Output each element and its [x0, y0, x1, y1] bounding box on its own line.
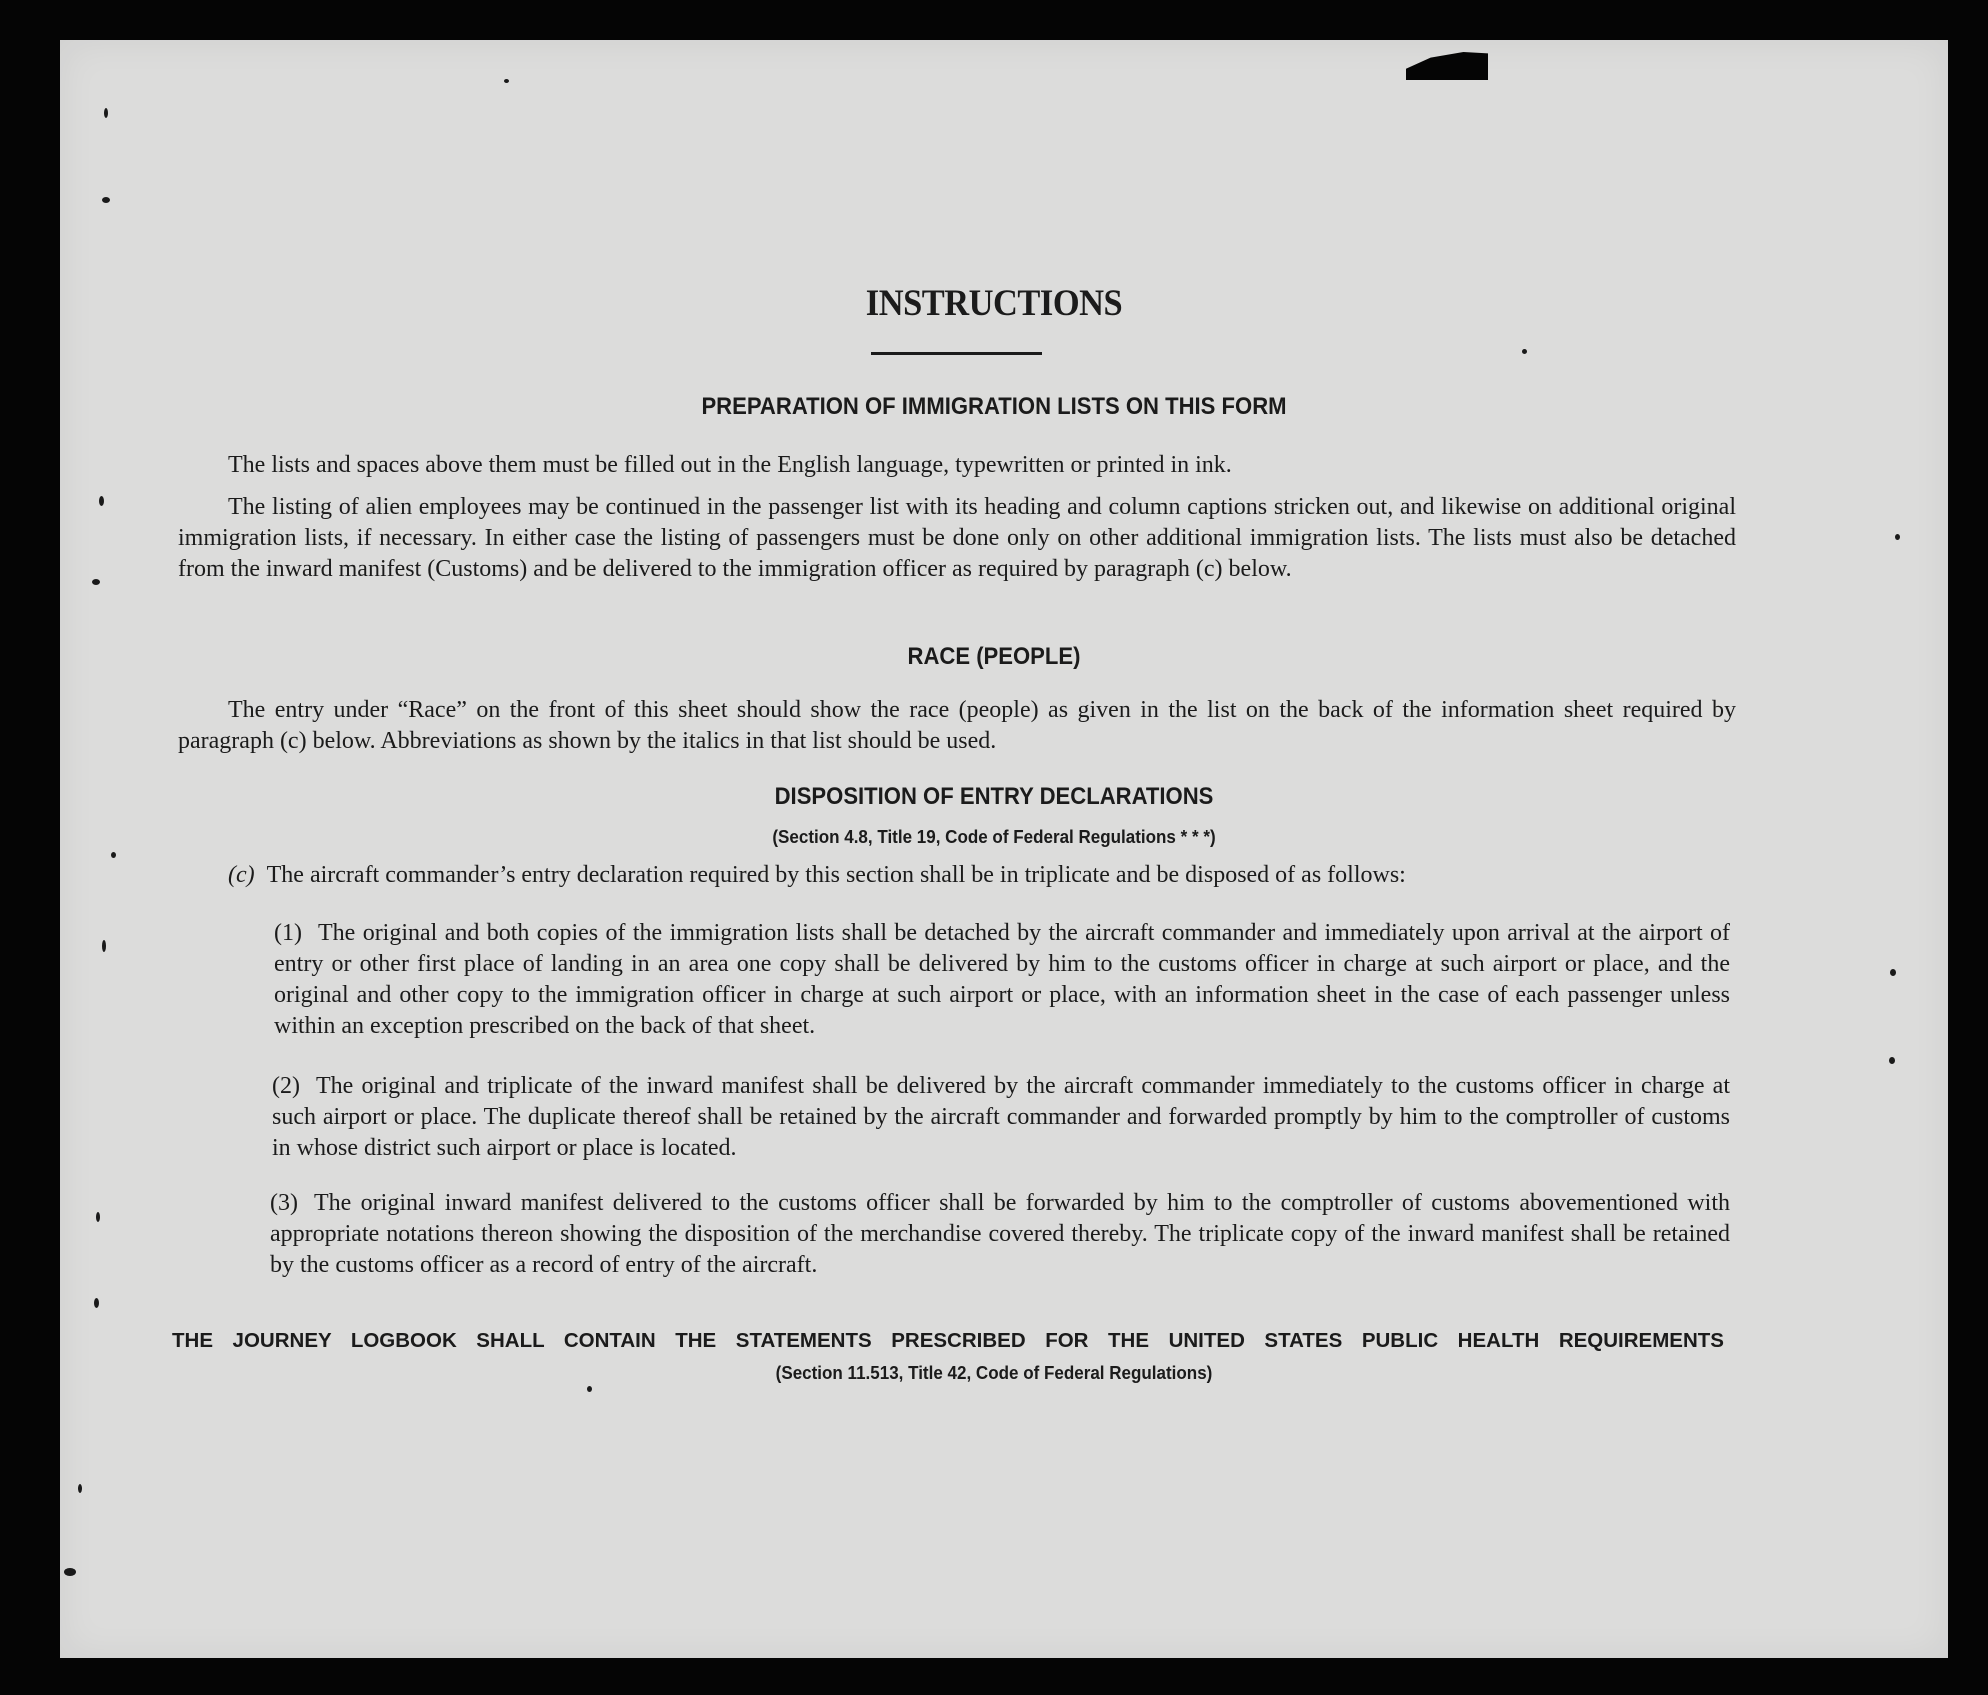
- section-citation-disposition: (Section 4.8, Title 19, Code of Federal Regulations * * *): [772, 826, 1216, 847]
- paragraph-entry-declaration: [228, 860, 1736, 891]
- list-item-number: (3): [270, 1190, 298, 1216]
- section-heading-disposition: DISPOSITION OF ENTRY DECLARATIONS: [774, 783, 1214, 810]
- title-underline: [871, 352, 1042, 355]
- paragraph-entry-declaration-text: The aircraft commander’s entry declaration required by this section shall be in triplicate and be disposed of as follows:: [266, 862, 1406, 888]
- list-item: [272, 1071, 1730, 1164]
- paragraph-language-text: The lists and spaces above them must be filled out in the English language, typewritten or printed in ink.: [228, 452, 1232, 478]
- paragraph-race-text: The entry under “Race” on the front of this sheet should show the race (people) as given in the list on the back of the information sheet required by paragraph (c) below. Abbreviations as shown by the italics in that list should be used.: [178, 697, 1736, 754]
- section-heading-race: RACE (PEOPLE): [907, 643, 1081, 670]
- list-item: [274, 918, 1730, 1042]
- list-item-text: The original and triplicate of the inward manifest shall be delivered by the aircraft commander immediately to the customs officer in charge at such airport or place. The duplicate thereof shall be retained by the aircraft commander and forwarded promptly by him to the comptroller of customs in whose district such airport or place is located.: [272, 1073, 1730, 1161]
- list-item-number: (2): [272, 1073, 300, 1099]
- paragraph-alien-employees: [178, 492, 1736, 585]
- paragraph-label-c: (c): [228, 862, 255, 888]
- paragraph-alien-employees-text: The listing of alien employees may be continued in the passenger list with its heading and column captions stricken out, and likewise on additional original immigration lists, if necessary. In either case the listing of passengers must be done only on other additional immigration lists. The lists must also be detached from the inward manifest (Customs) and be delivered to the immigration officer as required by paragraph (c) below.: [178, 494, 1736, 582]
- list-item-number: (1): [274, 920, 302, 946]
- footer-health-requirements: THE JOURNEY LOGBOOK SHALL CONTAIN THE STATEMENTS PRESCRIBED FOR THE UNITED STATES PUBLIC HEALTH REQUIREMENTS: [172, 1329, 1724, 1352]
- paragraph-language: [178, 450, 1736, 481]
- list-item-text: The original inward manifest delivered to the customs officer shall be forwarded by him to the comptroller of customs abovementioned with appropriate notations thereon showing the disposition of the merchandise covered thereby. The triplicate copy of the inward manifest shall be retained by the customs officer as a record of entry of the aircraft.: [270, 1190, 1730, 1278]
- paragraph-race: [178, 695, 1736, 757]
- page-title: INSTRUCTIONS: [865, 283, 1123, 324]
- footer-citation: (Section 11.513, Title 42, Code of Federal Regulations): [775, 1362, 1213, 1383]
- section-heading-preparation: PREPARATION OF IMMIGRATION LISTS ON THIS FORM: [701, 393, 1287, 420]
- list-item-text: The original and both copies of the immigration lists shall be detached by the aircraft commander and immediately upon arrival at the airport of entry or other first place of landing in an area one copy shall be delivered by him to the customs officer in charge at such airport or place, and the original and other copy to the immigration officer in charge at such airport or place, with an information sheet in the case of each passenger unless within an exception prescribed on the back of that sheet.: [274, 920, 1730, 1039]
- list-item: [270, 1188, 1730, 1281]
